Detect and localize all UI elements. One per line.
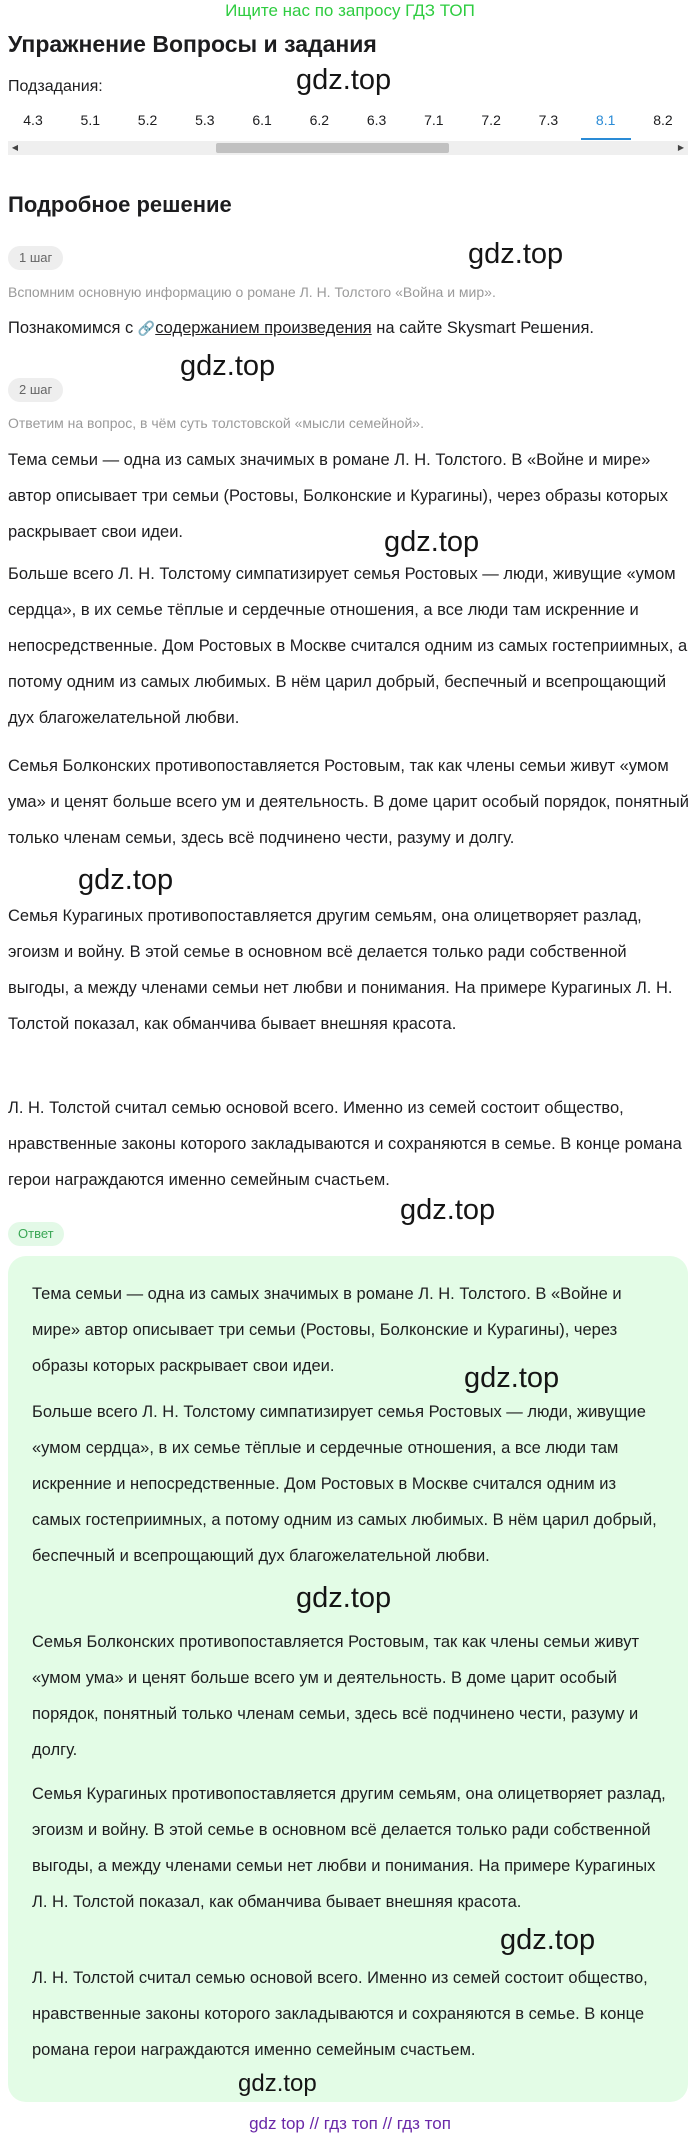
- step-1-line-prefix: Познакомимся с: [8, 319, 134, 337]
- scrollbar-thumb[interactable]: [216, 143, 449, 153]
- subtask-tab[interactable]: 6.1: [252, 112, 272, 128]
- watermark: gdz.top: [78, 864, 174, 896]
- answer-paragraph: Семья Курагиных противопоставляется другим семьям, она олицетворяет разлад, эгоизм и войну. В этой семье в основном всё делается только ради собственной выгоды, а между членами семьи нет любви и понимания. На примере Курагиных Л. Н. Толстой показал, как обманчива бывает внешняя красота.: [32, 1785, 666, 1911]
- step-1-badge: 1 шаг: [8, 246, 63, 270]
- footer: gdz top // гдз топ // гдз топ: [249, 2114, 451, 2133]
- step-1-line: [8, 318, 594, 338]
- step-1-hint: Вспомним основную информацию о романе Л. Н. Толстого «Война и мир».: [8, 284, 496, 300]
- answer-paragraph: Семья Болконских противопоставляется Ростовым, так как члены семьи живут «умом ума» и ценят больше всего ум и деятельность. В доме царит особый порядок, понятный только членам семьи, здесь всё подчинено чести, разуму и долгу.: [32, 1633, 640, 1759]
- subtask-tabs: [8, 106, 688, 140]
- watermark: gdz.top: [296, 64, 392, 96]
- subtask-tab[interactable]: 4.3: [23, 112, 43, 128]
- subtask-tab[interactable]: 5.1: [80, 112, 100, 128]
- solution-paragraph: Семья Болконских противопоставляется Ростовым, так как члены семьи живут «умом ума» и ценят больше всего ум и деятельность. В доме царит особый порядок, понятный только членам семьи, здесь всё подчинено чести, разуму и долгу.: [8, 757, 689, 847]
- subtask-tab[interactable]: 7.1: [424, 112, 444, 128]
- answer-paragraph: Больше всего Л. Н. Толстому симпатизирует семья Ростовых — люди, живущие «умом сердца», в их семье тёплые и сердечные отношения, а все люди там искренние и непосредственные. Дом Ростовых в Москве считался одним из самых гостеприимных, а потому одним из самых любимых. В нём царил добрый, беспечный и всепрощающий дух благожелательной любви.: [32, 1403, 657, 1565]
- step-2-hint: Ответим на вопрос, в чём суть толстовской «мысли семейной».: [8, 415, 424, 431]
- link-icon: 🔗: [137, 320, 156, 336]
- subtasks-label: Подзадания:: [8, 78, 103, 95]
- content-link[interactable]: содержанием произведения: [155, 319, 372, 337]
- answer-badge: Ответ: [8, 1222, 64, 1246]
- solution-paragraph: Тема семьи — одна из самых значимых в романе Л. Н. Толстого. В «Войне и мире» автор описывает три семьи (Ростовы, Болконские и Курагины), через образы которых раскрывает свои идеи.: [8, 451, 668, 541]
- answer-paragraph: Л. Н. Толстой считал семью основой всего. Именно из семей состоит общество, нравственные законы которого закладываются и сохраняются в семье. В конце романа герои награждаются именно семейным счастьем.: [32, 1969, 648, 2059]
- step-1-line-suffix: на сайте Skysmart Решения.: [376, 319, 594, 337]
- scroll-left-arrow-icon[interactable]: ◀: [11, 143, 19, 152]
- watermark: gdz.top: [464, 1362, 560, 1394]
- watermark: gdz.top: [384, 526, 480, 558]
- watermark: gdz.top: [468, 238, 564, 270]
- subtask-tab-active[interactable]: 8.1: [581, 106, 631, 140]
- watermark: gdz.top: [238, 2070, 317, 2097]
- scroll-right-arrow-icon[interactable]: ▶: [677, 143, 685, 152]
- watermark: gdz.top: [400, 1194, 496, 1226]
- watermark: gdz.top: [500, 1924, 596, 1956]
- watermark: gdz.top: [296, 1582, 392, 1614]
- subtask-tab[interactable]: 6.2: [309, 112, 330, 128]
- subtask-tab[interactable]: 5.3: [195, 112, 215, 128]
- solution-paragraph: Л. Н. Толстой считал семью основой всего. Именно из семей состоит общество, нравственные законы которого закладываются и сохраняются в семье. В конце романа герои награждаются именно семейным счастьем.: [8, 1099, 682, 1189]
- subtask-tab[interactable]: 7.3: [538, 112, 559, 128]
- subtask-tab[interactable]: 6.3: [366, 112, 387, 128]
- solution-paragraph: Семья Курагиных противопоставляется другим семьям, она олицетворяет разлад, эгоизм и войну. В этой семье в основном всё делается только ради собственной выгоды, а между членами семьи нет любви и понимания. На примере Курагиных Л. Н. Толстой показал, как обманчива бывает внешняя красота.: [8, 907, 673, 1033]
- top-banner: Ищите нас по запросу ГДЗ ТОП: [225, 1, 475, 20]
- subtask-tab[interactable]: 7.2: [481, 112, 501, 128]
- horizontal-scrollbar[interactable]: [8, 141, 688, 155]
- step-2-badge: 2 шаг: [8, 378, 63, 402]
- subtask-tab[interactable]: 5.2: [137, 112, 158, 128]
- watermark: gdz.top: [180, 350, 276, 382]
- solution-paragraph: Больше всего Л. Н. Толстому симпатизирует семья Ростовых — люди, живущие «умом сердца», в их семье тёплые и сердечные отношения, а все люди там искренние и непосредственные. Дом Ростовых в Москве считался одним из самых гостеприимных, а потому одним из самых любимых. В нём царил добрый, беспечный и всепрощающий дух благожелательной любви.: [8, 565, 688, 727]
- subtask-tab[interactable]: 8.2: [653, 112, 673, 128]
- page-title: Упражнение Вопросы и задания: [8, 31, 377, 57]
- answer-paragraph: Тема семьи — одна из самых значимых в романе Л. Н. Толстого. В «Войне и мире» автор описывает три семьи (Ростовы, Болконские и Курагины), через образы которых раскрывает свои идеи.: [32, 1285, 622, 1375]
- section-title: Подробное решение: [8, 192, 232, 217]
